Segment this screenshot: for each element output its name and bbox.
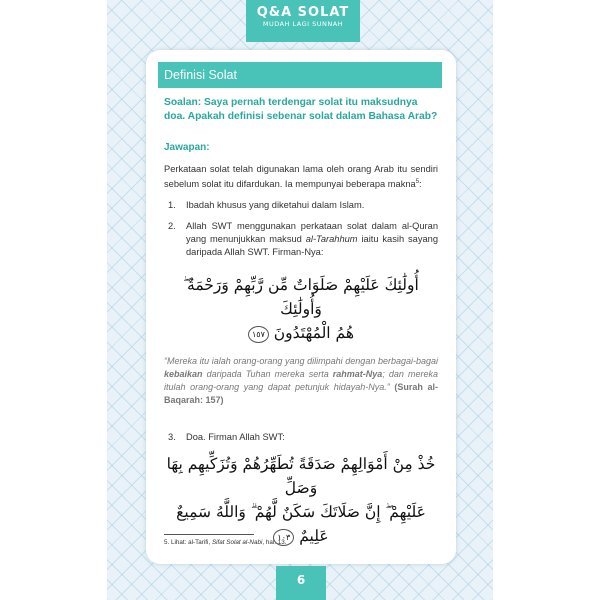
translation-bold: rahmat-Nya bbox=[332, 369, 383, 380]
verse-line-2 bbox=[164, 321, 438, 345]
footnote bbox=[164, 539, 287, 546]
definition-list bbox=[164, 199, 438, 259]
footnote-divider bbox=[164, 534, 254, 535]
list-item-text: Doa. Firman Allah SWT: bbox=[186, 432, 285, 443]
list-item-number: 1. bbox=[168, 200, 176, 211]
verse-reference: (Surah al-Baqarah: 157) bbox=[164, 382, 438, 406]
definition-list-continued bbox=[164, 431, 438, 444]
content-card bbox=[146, 50, 456, 564]
ayah-number-marker: ١٥٧ bbox=[248, 326, 269, 343]
translation-bold: kebaikan bbox=[164, 369, 203, 380]
intro-paragraph bbox=[164, 163, 438, 191]
list-item-text: Ibadah khusus yang diketahui dalam Islam. bbox=[186, 200, 365, 211]
book-subtitle: MUDAH LAGI SUNNAH bbox=[262, 20, 344, 28]
footnote-italic: Sifat Solat al-Nabi bbox=[211, 539, 263, 546]
quran-verse-baqarah-157 bbox=[164, 273, 438, 345]
list-item bbox=[164, 431, 438, 444]
content-body bbox=[164, 96, 438, 554]
footnote-text-end: , hal. 13. bbox=[262, 539, 287, 546]
verse-translation bbox=[164, 355, 438, 407]
footnote-text: 5. Lihat: al-Tarifi, bbox=[164, 539, 212, 546]
verse-line: خُذْ مِنْ أَمْوَالِهِمْ صَدَقَةً تُطَهِّرُهُمْ وَتُزَكِّيهِم بِهَا وَصَلِّ bbox=[166, 455, 436, 498]
answer-label: Jawapan: bbox=[164, 142, 210, 153]
list-item bbox=[164, 220, 438, 259]
list-item-text-end: iaitu kasih sayang daripada Allah SWT. Firman-Nya: bbox=[186, 234, 438, 258]
book-header-tab bbox=[246, 0, 360, 42]
ayah-number-marker: ١٠٣ bbox=[273, 529, 294, 546]
intro-text: Perkataan solat telah digunakan lama oleh orang Arab itu sendiri sebelum solat itu difardukan. Ia mempunyai beberapa makna bbox=[164, 164, 438, 190]
list-item-number: 2. bbox=[168, 221, 176, 232]
book-title: Q&A SOLAT bbox=[256, 5, 350, 20]
question-text: Soalan: Saya pernah terdengar solat itu maksudnya doa. Apakah definisi sebenar solat dalam Bahasa Arab? bbox=[164, 97, 438, 122]
verse-line-text: عَلَيْهِمْ ۖ إِنَّ صَلَاتَكَ سَكَنٌ لَّهُمْ ۗ وَاللَّهُ سَمِيعٌ عَلِيمٌ bbox=[176, 503, 426, 546]
translation-text: “Mereka itu ialah orang-orang yang dilimpahi dengan berbagai-bagai bbox=[164, 356, 438, 367]
verse-line: أُولَٰئِكَ عَلَيْهِمْ صَلَوَاتٌ مِّن رَّبِّهِمْ وَرَحْمَةٌ ۖ وَأُولَٰئِكَ bbox=[183, 276, 419, 319]
translation-text: daripada Tuhan mereka serta bbox=[202, 369, 333, 380]
list-item-text: Allah SWT menggunakan perkataan solat dalam al-Quran yang menunjukkan maksud bbox=[186, 221, 438, 245]
intro-end: : bbox=[419, 179, 422, 190]
list-item bbox=[164, 199, 438, 212]
list-item-italic: al-Tarahhum bbox=[305, 234, 358, 245]
page-number: 6 bbox=[276, 566, 326, 600]
section-title: Definisi Solat bbox=[158, 62, 442, 88]
verse-line-text: هُمُ الْمُهْتَدُونَ bbox=[273, 324, 355, 343]
translation-text: ; dan mereka itulah orang-orang yang dapat petunjuk hidayah-Nya.” bbox=[164, 369, 438, 393]
list-item-number: 3. bbox=[168, 432, 176, 443]
footnote-marker: 5 bbox=[415, 179, 420, 185]
